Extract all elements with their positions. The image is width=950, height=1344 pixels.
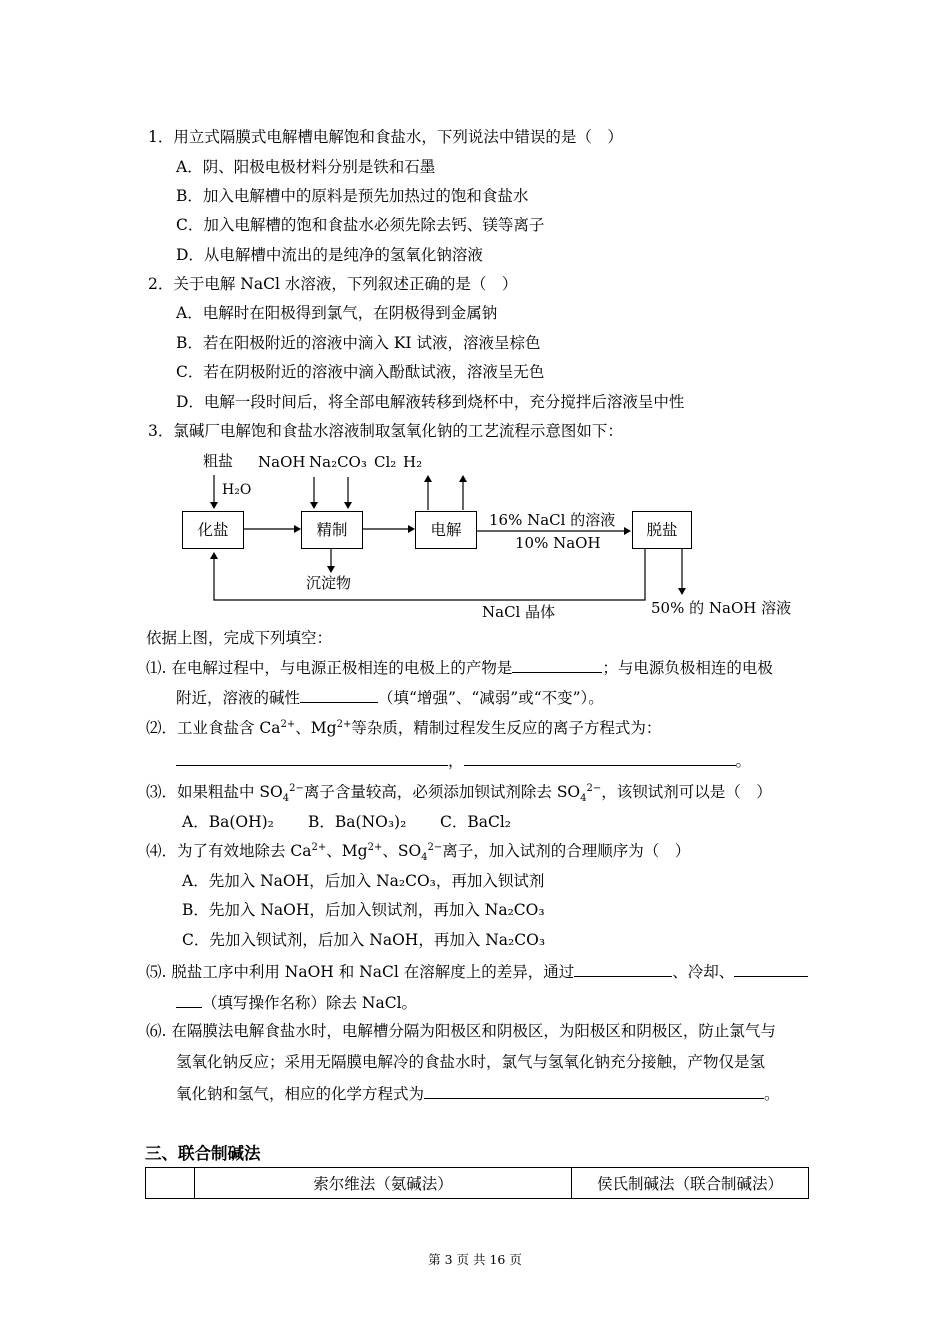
text: ⑶．如果粗盐中 SO bbox=[146, 783, 283, 801]
section-title: 三、联合制碱法 bbox=[145, 1144, 261, 1163]
answer-blank[interactable] bbox=[424, 1083, 764, 1099]
text: ⑸. 脱盐工序中利用 NaOH 和 NaCl 在溶解度上的差异，通过 bbox=[146, 963, 575, 981]
q3-part5-line1 bbox=[146, 961, 808, 982]
answer-blank[interactable] bbox=[734, 961, 808, 977]
q3-part6-line2: 氢氧化钠反应；采用无隔膜电解冷的食盐水时，氯气与氢氧化钠充分接触，产物仅是氢 bbox=[176, 1053, 766, 1071]
text: 、Mg bbox=[326, 842, 368, 860]
text: 。 bbox=[735, 752, 752, 770]
q3-part4-option-c: C．先加入钡试剂，后加入 NaOH，再加入 Na₂CO₃ bbox=[182, 931, 546, 949]
label-naoh-10: 10% NaOH bbox=[515, 534, 601, 552]
box-desalt: 脱盐 bbox=[632, 511, 692, 549]
superscript: 2− bbox=[289, 782, 304, 794]
superscript: 2+ bbox=[280, 718, 296, 730]
q2-option-d: D．电解一段时间后，将全部电解液转移到烧杯中，充分搅拌后溶液呈中性 bbox=[176, 393, 685, 411]
q1-option-d: D．从电解槽中流出的是纯净的氢氧化钠溶液 bbox=[176, 246, 483, 264]
q3-part6-line1: ⑹. 在隔膜法电解食盐水时，电解槽分隔为阳极区和阴极区，为阳极区和阴极区，防止氯气与 bbox=[146, 1022, 776, 1040]
text: （填写操作名称）除去 NaCl。 bbox=[202, 994, 418, 1012]
q1-option-b: B．加入电解槽中的原料是预先加热过的饱和食盐水 bbox=[176, 187, 529, 205]
subscript: 4 bbox=[282, 793, 290, 805]
q3-part4 bbox=[146, 841, 691, 864]
text: ⑵．工业食盐含 Ca bbox=[146, 719, 281, 737]
subscript: 4 bbox=[580, 793, 587, 805]
output-cl2: Cl₂ bbox=[374, 453, 397, 471]
box-refine: 精制 bbox=[301, 511, 363, 549]
q1-option-a: A．阴、阳极电极材料分别是铁和石墨 bbox=[176, 158, 436, 176]
q3-part3-option-b: B．Ba(NO₃)₂ bbox=[308, 813, 407, 831]
box-electrolysis: 电解 bbox=[415, 511, 477, 549]
answer-blank[interactable] bbox=[176, 750, 448, 766]
table-row bbox=[146, 1168, 809, 1199]
q3-part2-answer-line bbox=[176, 750, 751, 771]
q3-part3 bbox=[146, 782, 772, 805]
q3-part1-line1 bbox=[146, 657, 773, 678]
q2-option-c: C．若在阴极附近的溶液中滴入酚酞试液，溶液呈无色 bbox=[176, 363, 545, 381]
text: 、Mg bbox=[295, 719, 337, 737]
text: ，该钡试剂可以是（ ） bbox=[601, 783, 772, 801]
comparison-table bbox=[145, 1167, 809, 1199]
superscript: 2+ bbox=[367, 841, 383, 853]
answer-blank[interactable] bbox=[574, 961, 672, 977]
page-footer: 第 3 页 共 16 页 bbox=[428, 1252, 522, 1267]
table-header-solvay: 索尔维法（氨碱法） bbox=[195, 1168, 572, 1199]
answer-blank[interactable] bbox=[464, 750, 736, 766]
output-h2: H₂ bbox=[403, 453, 423, 471]
answer-blank[interactable] bbox=[300, 687, 378, 703]
superscript: 2− bbox=[586, 782, 602, 794]
table-header-hou: 侯氏制碱法（联合制碱法） bbox=[572, 1168, 809, 1199]
q3-part4-option-a: A．先加入 NaOH，后加入 Na₂CO₃，再加入钡试剂 bbox=[182, 872, 545, 890]
q2-stem: 2．关于电解 NaCl 水溶液，下列叙述正确的是（ ） bbox=[148, 275, 518, 293]
input-crude-salt: 粗盐 bbox=[203, 452, 234, 470]
label-nacl-16: 16% NaCl 的溶液 bbox=[489, 511, 616, 529]
text: （填“增强”、“减弱”或“不变”）。 bbox=[378, 689, 604, 707]
text: 、冷却、 bbox=[672, 963, 735, 981]
q3-part3-option-a: A．Ba(OH)₂ bbox=[182, 813, 274, 831]
text: 氧化钠和氢气，相应的化学方程式为 bbox=[176, 1085, 425, 1103]
box-dissolve-salt: 化盐 bbox=[182, 511, 244, 549]
text: 、SO bbox=[382, 842, 422, 860]
table-header-blank bbox=[146, 1168, 195, 1199]
label-naoh-50: 50% 的 NaOH 溶液 bbox=[651, 599, 792, 617]
text: ⑴. 在电解过程中，与电源正极相连的电极上的产物是 bbox=[146, 659, 513, 677]
q2-option-a: A．电解时在阳极得到氯气，在阴极得到金属钠 bbox=[176, 304, 498, 322]
text: 。 bbox=[764, 1085, 780, 1103]
q3-part3-option-c: C．BaCl₂ bbox=[440, 813, 512, 831]
text: ；与电源负极相连的电极 bbox=[602, 659, 773, 677]
input-na2co3: Na₂CO₃ bbox=[309, 453, 367, 471]
text: 附近，溶液的碱性 bbox=[176, 689, 301, 707]
label-nacl-crystal: NaCl 晶体 bbox=[482, 603, 556, 621]
q3-part4-option-b: B．先加入 NaOH，后加入钡试剂，再加入 Na₂CO₃ bbox=[182, 901, 545, 919]
text: 等杂质，精制过程发生反应的离子方程式为： bbox=[351, 719, 662, 737]
label-precipitate: 沉淀物 bbox=[306, 574, 352, 592]
q3-part6-line3 bbox=[176, 1083, 780, 1104]
superscript: 2+ bbox=[336, 718, 352, 730]
q3-stem: 3．氯碱厂电解饱和食盐水溶液制取氢氧化钠的工艺流程示意图如下： bbox=[148, 422, 623, 440]
subscript: 4 bbox=[421, 852, 428, 864]
answer-blank[interactable] bbox=[512, 657, 602, 673]
text: ⑷．为了有效地除去 Ca bbox=[146, 842, 312, 860]
q1-stem: 1．用立式隔膜式电解槽电解饱和食盐水，下列说法中错误的是（ ） bbox=[148, 128, 623, 146]
text: 离子含量较高，必须添加钡试剂除去 SO bbox=[303, 783, 581, 801]
input-water: H₂O bbox=[222, 482, 252, 498]
text: ， bbox=[448, 752, 464, 770]
q3-part5-line2 bbox=[176, 992, 417, 1013]
superscript: 2− bbox=[427, 841, 443, 853]
q1-option-c: C．加入电解槽的饱和食盐水必须先除去钙、镁等离子 bbox=[176, 216, 545, 234]
q2-option-b: B．若在阳极附近的溶液中滴入 KI 试液，溶液呈棕色 bbox=[176, 334, 541, 352]
superscript: 2+ bbox=[311, 841, 327, 853]
q3-part1-line2 bbox=[176, 687, 604, 708]
text: 离子，加入试剂的合理顺序为（ ） bbox=[442, 842, 691, 860]
q3-part2 bbox=[146, 718, 661, 738]
answer-blank[interactable] bbox=[176, 992, 202, 1008]
input-naoh: NaOH bbox=[258, 453, 306, 471]
q3-intro: 依据上图，完成下列填空： bbox=[146, 629, 333, 647]
